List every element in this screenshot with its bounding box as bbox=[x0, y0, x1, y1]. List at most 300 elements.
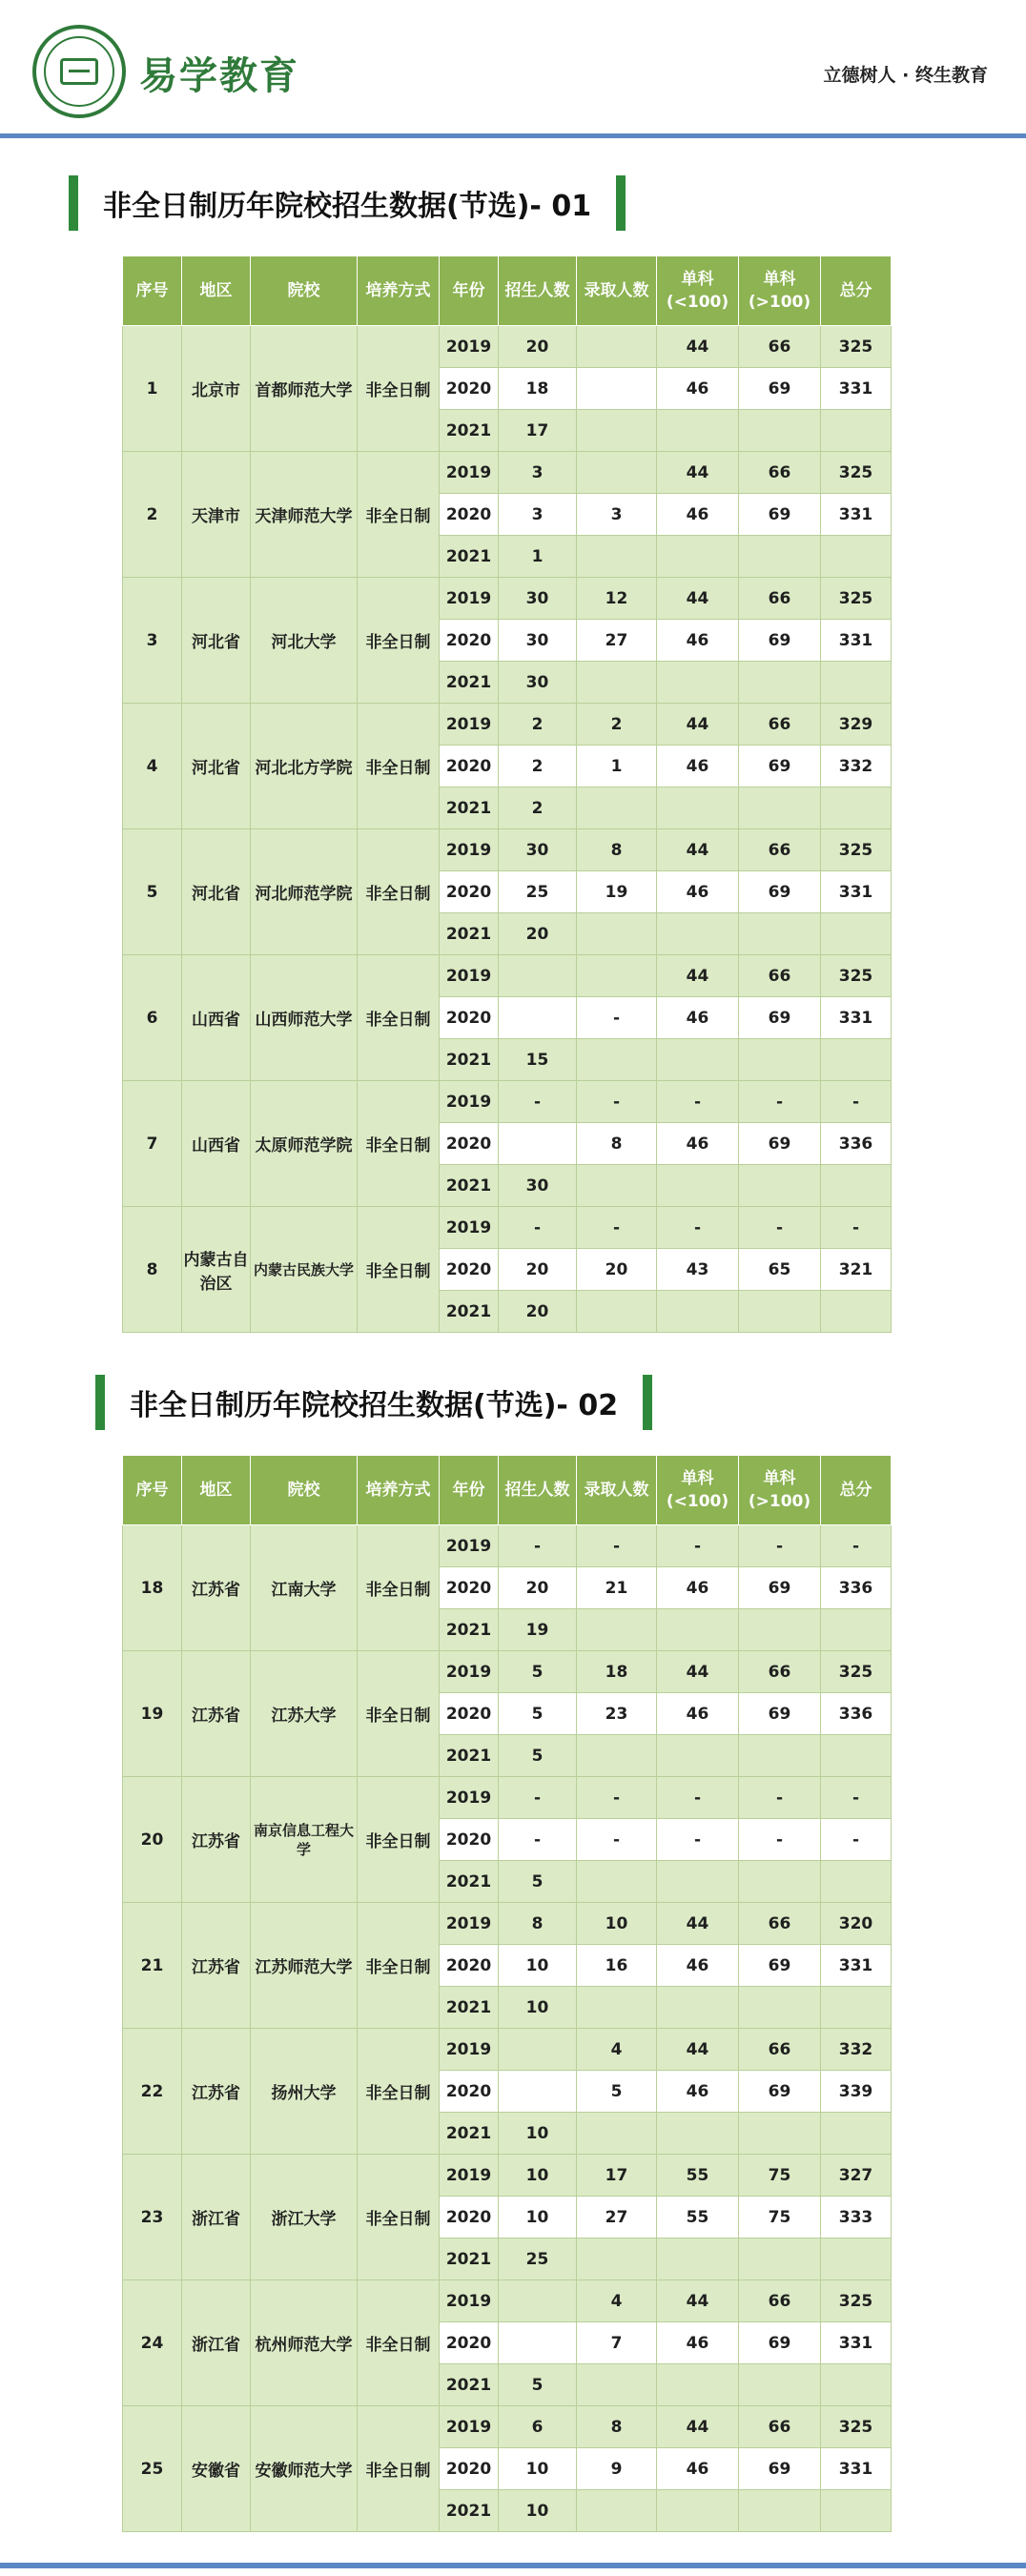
total-score-cell bbox=[821, 2239, 892, 2280]
single-subject-cell: 66 bbox=[739, 955, 821, 997]
school-cell: 安徽师范大学 bbox=[251, 2406, 358, 2532]
mode-cell: 非全日制 bbox=[358, 326, 440, 452]
enroll-cell: 20 bbox=[499, 1291, 577, 1333]
school-cell: 江南大学 bbox=[251, 1525, 358, 1651]
total-score-cell: 331 bbox=[821, 494, 892, 536]
single-subject-cell bbox=[739, 1609, 821, 1651]
year-cell: 2021 bbox=[440, 787, 499, 829]
column-header: 院校 bbox=[251, 1456, 358, 1525]
single-subject-cell: 46 bbox=[657, 2071, 739, 2113]
enroll-cell: 1 bbox=[499, 536, 577, 578]
year-cell: 2020 bbox=[440, 1945, 499, 1987]
single-subject-cell bbox=[739, 1861, 821, 1903]
single-subject-cell: 65 bbox=[739, 1249, 821, 1291]
total-score-cell: 331 bbox=[821, 620, 892, 662]
school-group bbox=[123, 955, 892, 1081]
single-subject-cell: 66 bbox=[739, 2029, 821, 2071]
admit-cell bbox=[577, 1861, 657, 1903]
single-subject-cell bbox=[739, 662, 821, 704]
single-subject-cell bbox=[739, 2239, 821, 2280]
region-cell: 内蒙古自治区 bbox=[182, 1207, 251, 1333]
single-subject-cell: - bbox=[657, 1777, 739, 1819]
school-group bbox=[123, 1525, 892, 1651]
single-subject-cell bbox=[739, 2113, 821, 2155]
single-subject-cell: 46 bbox=[657, 1567, 739, 1609]
enroll-cell: 20 bbox=[499, 1249, 577, 1291]
row-number: 8 bbox=[123, 1207, 182, 1333]
total-score-cell: 325 bbox=[821, 1651, 892, 1693]
column-header: 序号 bbox=[123, 256, 182, 326]
single-subject-cell: 44 bbox=[657, 1903, 739, 1945]
total-score-cell bbox=[821, 2364, 892, 2406]
mode-cell: 非全日制 bbox=[358, 578, 440, 704]
enroll-cell: 2 bbox=[499, 746, 577, 787]
single-subject-cell: 69 bbox=[739, 2071, 821, 2113]
year-cell: 2020 bbox=[440, 1567, 499, 1609]
column-header: 地区 bbox=[182, 1456, 251, 1525]
single-subject-cell: 69 bbox=[739, 1567, 821, 1609]
year-cell: 2020 bbox=[440, 1123, 499, 1165]
enroll-cell: 5 bbox=[499, 2364, 577, 2406]
single-subject-cell bbox=[657, 662, 739, 704]
enroll-cell: - bbox=[499, 1819, 577, 1861]
enroll-cell: 17 bbox=[499, 410, 577, 452]
admit-cell bbox=[577, 368, 657, 410]
single-subject-cell: 44 bbox=[657, 1651, 739, 1693]
single-subject-cell bbox=[657, 536, 739, 578]
region-cell: 安徽省 bbox=[182, 2406, 251, 2532]
single-subject-cell bbox=[739, 1039, 821, 1081]
enroll-cell: 10 bbox=[499, 2113, 577, 2155]
school-group bbox=[123, 704, 892, 829]
total-score-cell: 331 bbox=[821, 1945, 892, 1987]
mode-cell: 非全日制 bbox=[358, 1651, 440, 1777]
school-cell: 江苏师范大学 bbox=[251, 1903, 358, 2029]
single-subject-cell: 69 bbox=[739, 1123, 821, 1165]
section-title-01 bbox=[69, 175, 626, 231]
single-subject-cell: 69 bbox=[739, 871, 821, 913]
total-score-cell bbox=[821, 1609, 892, 1651]
mode-cell: 非全日制 bbox=[358, 1903, 440, 2029]
admit-cell: 16 bbox=[577, 1945, 657, 1987]
column-header: 年份 bbox=[440, 1456, 499, 1525]
year-cell: 2020 bbox=[440, 494, 499, 536]
total-score-cell: 325 bbox=[821, 326, 892, 368]
school-cell: 浙江大学 bbox=[251, 2155, 358, 2280]
total-score-cell: 321 bbox=[821, 1249, 892, 1291]
table-row bbox=[123, 326, 892, 368]
single-subject-cell: 44 bbox=[657, 452, 739, 494]
enroll-cell bbox=[499, 2322, 577, 2364]
school-cell: 河北大学 bbox=[251, 578, 358, 704]
table-row bbox=[123, 704, 892, 746]
enroll-cell bbox=[499, 1123, 577, 1165]
year-cell: 2019 bbox=[440, 955, 499, 997]
admission-table-01 bbox=[122, 256, 892, 1333]
admit-cell: 7 bbox=[577, 2322, 657, 2364]
admit-cell bbox=[577, 410, 657, 452]
region-cell: 山西省 bbox=[182, 1081, 251, 1207]
year-cell: 2021 bbox=[440, 536, 499, 578]
school-cell: 太原师范学院 bbox=[251, 1081, 358, 1207]
admit-cell bbox=[577, 1291, 657, 1333]
admit-cell: - bbox=[577, 1207, 657, 1249]
single-subject-cell bbox=[657, 1735, 739, 1777]
school-group bbox=[123, 1207, 892, 1333]
row-number: 23 bbox=[123, 2155, 182, 2280]
single-subject-cell: - bbox=[739, 1819, 821, 1861]
single-subject-cell: 69 bbox=[739, 997, 821, 1039]
total-score-cell: - bbox=[821, 1777, 892, 1819]
single-subject-cell bbox=[657, 913, 739, 955]
table-row bbox=[123, 1207, 892, 1249]
single-subject-cell: 75 bbox=[739, 2197, 821, 2239]
slogan: 立德树人 · 终生教育 bbox=[823, 65, 988, 86]
single-subject-cell: - bbox=[657, 1207, 739, 1249]
enroll-cell: 3 bbox=[499, 452, 577, 494]
enroll-cell: 5 bbox=[499, 1735, 577, 1777]
enroll-cell: 30 bbox=[499, 620, 577, 662]
total-score-cell: 339 bbox=[821, 2071, 892, 2113]
single-subject-cell bbox=[657, 1165, 739, 1207]
single-subject-cell: 43 bbox=[657, 1249, 739, 1291]
single-subject-cell: 46 bbox=[657, 1945, 739, 1987]
school-cell: 扬州大学 bbox=[251, 2029, 358, 2155]
single-subject-cell bbox=[657, 787, 739, 829]
enroll-cell: - bbox=[499, 1081, 577, 1123]
total-score-cell bbox=[821, 1165, 892, 1207]
enroll-cell: 30 bbox=[499, 578, 577, 620]
enroll-cell: 3 bbox=[499, 494, 577, 536]
total-score-cell bbox=[821, 662, 892, 704]
year-cell: 2019 bbox=[440, 578, 499, 620]
year-cell: 2021 bbox=[440, 913, 499, 955]
admit-cell bbox=[577, 1735, 657, 1777]
region-cell: 江苏省 bbox=[182, 1525, 251, 1651]
single-subject-cell: - bbox=[739, 1207, 821, 1249]
year-cell: 2021 bbox=[440, 2239, 499, 2280]
year-cell: 2019 bbox=[440, 1081, 499, 1123]
year-cell: 2019 bbox=[440, 1903, 499, 1945]
total-score-cell bbox=[821, 1291, 892, 1333]
single-subject-cell: 46 bbox=[657, 997, 739, 1039]
single-subject-cell bbox=[739, 1987, 821, 2029]
single-subject-cell: 66 bbox=[739, 704, 821, 746]
total-score-cell: 331 bbox=[821, 997, 892, 1039]
year-cell: 2021 bbox=[440, 2113, 499, 2155]
column-header: 序号 bbox=[123, 1456, 182, 1525]
row-number: 6 bbox=[123, 955, 182, 1081]
single-subject-cell bbox=[739, 1735, 821, 1777]
year-cell: 2019 bbox=[440, 704, 499, 746]
table-row bbox=[123, 1081, 892, 1123]
region-cell: 江苏省 bbox=[182, 2029, 251, 2155]
single-subject-cell: - bbox=[657, 1081, 739, 1123]
single-subject-cell: 44 bbox=[657, 326, 739, 368]
year-cell: 2020 bbox=[440, 2197, 499, 2239]
school-group bbox=[123, 326, 892, 452]
column-header: 院校 bbox=[251, 256, 358, 326]
year-cell: 2020 bbox=[440, 746, 499, 787]
table-row bbox=[123, 2155, 892, 2197]
school-cell: 内蒙古民族大学 bbox=[251, 1207, 358, 1333]
region-cell: 江苏省 bbox=[182, 1903, 251, 2029]
admit-cell bbox=[577, 1987, 657, 2029]
single-subject-cell: 44 bbox=[657, 955, 739, 997]
admit-cell: 4 bbox=[577, 2280, 657, 2322]
row-number: 18 bbox=[123, 1525, 182, 1651]
single-subject-cell: 66 bbox=[739, 2406, 821, 2448]
year-cell: 2021 bbox=[440, 1039, 499, 1081]
year-cell: 2020 bbox=[440, 2071, 499, 2113]
school-cell: 江苏大学 bbox=[251, 1651, 358, 1777]
total-score-cell: 325 bbox=[821, 2280, 892, 2322]
admit-cell: 12 bbox=[577, 578, 657, 620]
total-score-cell: - bbox=[821, 1081, 892, 1123]
school-group bbox=[123, 578, 892, 704]
admit-cell bbox=[577, 326, 657, 368]
single-subject-cell: 69 bbox=[739, 620, 821, 662]
admit-cell: - bbox=[577, 1525, 657, 1567]
total-score-cell: 336 bbox=[821, 1567, 892, 1609]
year-cell: 2019 bbox=[440, 2280, 499, 2322]
table-row bbox=[123, 955, 892, 997]
table-row bbox=[123, 1903, 892, 1945]
single-subject-cell: 69 bbox=[739, 746, 821, 787]
total-score-cell: 333 bbox=[821, 2197, 892, 2239]
admit-cell: 3 bbox=[577, 494, 657, 536]
single-subject-cell: 69 bbox=[739, 494, 821, 536]
enroll-cell bbox=[499, 997, 577, 1039]
admit-cell bbox=[577, 662, 657, 704]
total-score-cell: 332 bbox=[821, 746, 892, 787]
year-cell: 2021 bbox=[440, 1291, 499, 1333]
table-row bbox=[123, 2280, 892, 2322]
enroll-cell: 5 bbox=[499, 1693, 577, 1735]
total-score-cell: 327 bbox=[821, 2155, 892, 2197]
school-cell: 河北北方学院 bbox=[251, 704, 358, 829]
total-score-cell: 331 bbox=[821, 871, 892, 913]
single-subject-cell: - bbox=[739, 1525, 821, 1567]
column-header: 单科 (>100) bbox=[739, 256, 821, 326]
enroll-cell bbox=[499, 2280, 577, 2322]
enroll-cell: 20 bbox=[499, 913, 577, 955]
enroll-cell: 20 bbox=[499, 1567, 577, 1609]
school-cell: 山西师范大学 bbox=[251, 955, 358, 1081]
region-cell: 河北省 bbox=[182, 704, 251, 829]
column-header: 单科 (<100) bbox=[657, 256, 739, 326]
total-score-cell: 331 bbox=[821, 368, 892, 410]
total-score-cell bbox=[821, 1987, 892, 2029]
single-subject-cell: 46 bbox=[657, 1123, 739, 1165]
header-divider bbox=[0, 133, 1026, 138]
total-score-cell bbox=[821, 536, 892, 578]
column-header: 地区 bbox=[182, 256, 251, 326]
year-cell: 2020 bbox=[440, 620, 499, 662]
total-score-cell: 331 bbox=[821, 2448, 892, 2490]
single-subject-cell: 55 bbox=[657, 2155, 739, 2197]
enroll-cell: 2 bbox=[499, 704, 577, 746]
year-cell: 2020 bbox=[440, 1249, 499, 1291]
enroll-cell bbox=[499, 955, 577, 997]
single-subject-cell: 69 bbox=[739, 368, 821, 410]
total-score-cell bbox=[821, 2113, 892, 2155]
table-header-row bbox=[123, 256, 892, 326]
school-group bbox=[123, 1651, 892, 1777]
total-score-cell bbox=[821, 913, 892, 955]
year-cell: 2020 bbox=[440, 368, 499, 410]
year-cell: 2020 bbox=[440, 997, 499, 1039]
admit-cell: 19 bbox=[577, 871, 657, 913]
single-subject-cell: 69 bbox=[739, 2322, 821, 2364]
total-score-cell: 320 bbox=[821, 1903, 892, 1945]
admit-cell bbox=[577, 2364, 657, 2406]
single-subject-cell bbox=[739, 787, 821, 829]
total-score-cell: 325 bbox=[821, 452, 892, 494]
mode-cell: 非全日制 bbox=[358, 1525, 440, 1651]
row-number: 25 bbox=[123, 2406, 182, 2532]
admit-cell: 5 bbox=[577, 2071, 657, 2113]
school-group bbox=[123, 829, 892, 955]
total-score-cell: 331 bbox=[821, 2322, 892, 2364]
year-cell: 2019 bbox=[440, 829, 499, 871]
total-score-cell: 332 bbox=[821, 2029, 892, 2071]
total-score-cell bbox=[821, 1735, 892, 1777]
region-cell: 河北省 bbox=[182, 829, 251, 955]
brand-name: 易学教育 bbox=[139, 54, 299, 98]
single-subject-cell: 44 bbox=[657, 2029, 739, 2071]
enroll-cell: 30 bbox=[499, 829, 577, 871]
school-group bbox=[123, 2029, 892, 2155]
enroll-cell: 15 bbox=[499, 1039, 577, 1081]
admit-cell bbox=[577, 1609, 657, 1651]
school-cell: 河北师范学院 bbox=[251, 829, 358, 955]
year-cell: 2020 bbox=[440, 871, 499, 913]
school-group bbox=[123, 2155, 892, 2280]
school-cell: 天津师范大学 bbox=[251, 452, 358, 578]
total-score-cell bbox=[821, 410, 892, 452]
row-number: 1 bbox=[123, 326, 182, 452]
column-header: 总分 bbox=[821, 256, 892, 326]
admit-cell: 27 bbox=[577, 620, 657, 662]
single-subject-cell: 75 bbox=[739, 2155, 821, 2197]
single-subject-cell: 46 bbox=[657, 2448, 739, 2490]
total-score-cell: 336 bbox=[821, 1693, 892, 1735]
admit-cell: 27 bbox=[577, 2197, 657, 2239]
school-group bbox=[123, 2280, 892, 2406]
enroll-cell: 2 bbox=[499, 787, 577, 829]
school-group bbox=[123, 1903, 892, 2029]
total-score-cell: - bbox=[821, 1525, 892, 1567]
single-subject-cell bbox=[657, 2239, 739, 2280]
enroll-cell: 25 bbox=[499, 2239, 577, 2280]
single-subject-cell: 66 bbox=[739, 829, 821, 871]
row-number: 5 bbox=[123, 829, 182, 955]
year-cell: 2019 bbox=[440, 2155, 499, 2197]
enroll-cell: 8 bbox=[499, 1903, 577, 1945]
total-score-cell: 336 bbox=[821, 1123, 892, 1165]
enroll-cell: - bbox=[499, 1525, 577, 1567]
admit-cell: 21 bbox=[577, 1567, 657, 1609]
admit-cell bbox=[577, 1165, 657, 1207]
total-score-cell: 325 bbox=[821, 578, 892, 620]
total-score-cell bbox=[821, 1039, 892, 1081]
admit-cell bbox=[577, 2490, 657, 2532]
row-number: 3 bbox=[123, 578, 182, 704]
admit-cell bbox=[577, 452, 657, 494]
enroll-cell: 5 bbox=[499, 1651, 577, 1693]
enroll-cell: 30 bbox=[499, 662, 577, 704]
region-cell: 山西省 bbox=[182, 955, 251, 1081]
year-cell: 2019 bbox=[440, 2029, 499, 2071]
row-number: 4 bbox=[123, 704, 182, 829]
enroll-cell: - bbox=[499, 1207, 577, 1249]
single-subject-cell bbox=[739, 1165, 821, 1207]
admit-cell: 10 bbox=[577, 1903, 657, 1945]
column-header: 培养方式 bbox=[358, 256, 440, 326]
total-score-cell: - bbox=[821, 1207, 892, 1249]
region-cell: 天津市 bbox=[182, 452, 251, 578]
year-cell: 2021 bbox=[440, 1987, 499, 2029]
table-row bbox=[123, 2406, 892, 2448]
mode-cell: 非全日制 bbox=[358, 704, 440, 829]
total-score-cell: 325 bbox=[821, 2406, 892, 2448]
column-header: 招生人数 bbox=[499, 1456, 577, 1525]
region-cell: 浙江省 bbox=[182, 2155, 251, 2280]
year-cell: 2020 bbox=[440, 1819, 499, 1861]
enroll-cell: 5 bbox=[499, 1861, 577, 1903]
single-subject-cell: 46 bbox=[657, 494, 739, 536]
single-subject-cell bbox=[739, 1291, 821, 1333]
year-cell: 2020 bbox=[440, 2448, 499, 2490]
year-cell: 2021 bbox=[440, 1609, 499, 1651]
single-subject-cell: - bbox=[739, 1777, 821, 1819]
enroll-cell: 10 bbox=[499, 1987, 577, 2029]
column-header: 录取人数 bbox=[577, 256, 657, 326]
enroll-cell: 10 bbox=[499, 2155, 577, 2197]
row-number: 21 bbox=[123, 1903, 182, 2029]
admit-cell bbox=[577, 913, 657, 955]
school-group bbox=[123, 452, 892, 578]
mode-cell: 非全日制 bbox=[358, 2406, 440, 2532]
admit-cell: 1 bbox=[577, 746, 657, 787]
single-subject-cell: 44 bbox=[657, 704, 739, 746]
mode-cell: 非全日制 bbox=[358, 1777, 440, 1903]
year-cell: 2019 bbox=[440, 1207, 499, 1249]
year-cell: 2021 bbox=[440, 1735, 499, 1777]
year-cell: 2019 bbox=[440, 326, 499, 368]
admit-cell bbox=[577, 2113, 657, 2155]
section-title-text: 非全日制历年院校招生数据(节选)- 01 bbox=[103, 190, 592, 223]
single-subject-cell bbox=[657, 2490, 739, 2532]
column-header: 单科 (<100) bbox=[657, 1456, 739, 1525]
year-cell: 2021 bbox=[440, 1165, 499, 1207]
single-subject-cell: - bbox=[739, 1081, 821, 1123]
single-subject-cell bbox=[739, 2490, 821, 2532]
school-cell: 南京信息工程大学 bbox=[251, 1777, 358, 1903]
mode-cell: 非全日制 bbox=[358, 1207, 440, 1333]
year-cell: 2021 bbox=[440, 2490, 499, 2532]
single-subject-cell: 66 bbox=[739, 1651, 821, 1693]
enroll-cell: 19 bbox=[499, 1609, 577, 1651]
single-subject-cell bbox=[657, 1291, 739, 1333]
single-subject-cell bbox=[657, 1609, 739, 1651]
single-subject-cell bbox=[657, 2113, 739, 2155]
total-score-cell: 329 bbox=[821, 704, 892, 746]
admit-cell: - bbox=[577, 997, 657, 1039]
admit-cell bbox=[577, 2239, 657, 2280]
admit-cell: 18 bbox=[577, 1651, 657, 1693]
